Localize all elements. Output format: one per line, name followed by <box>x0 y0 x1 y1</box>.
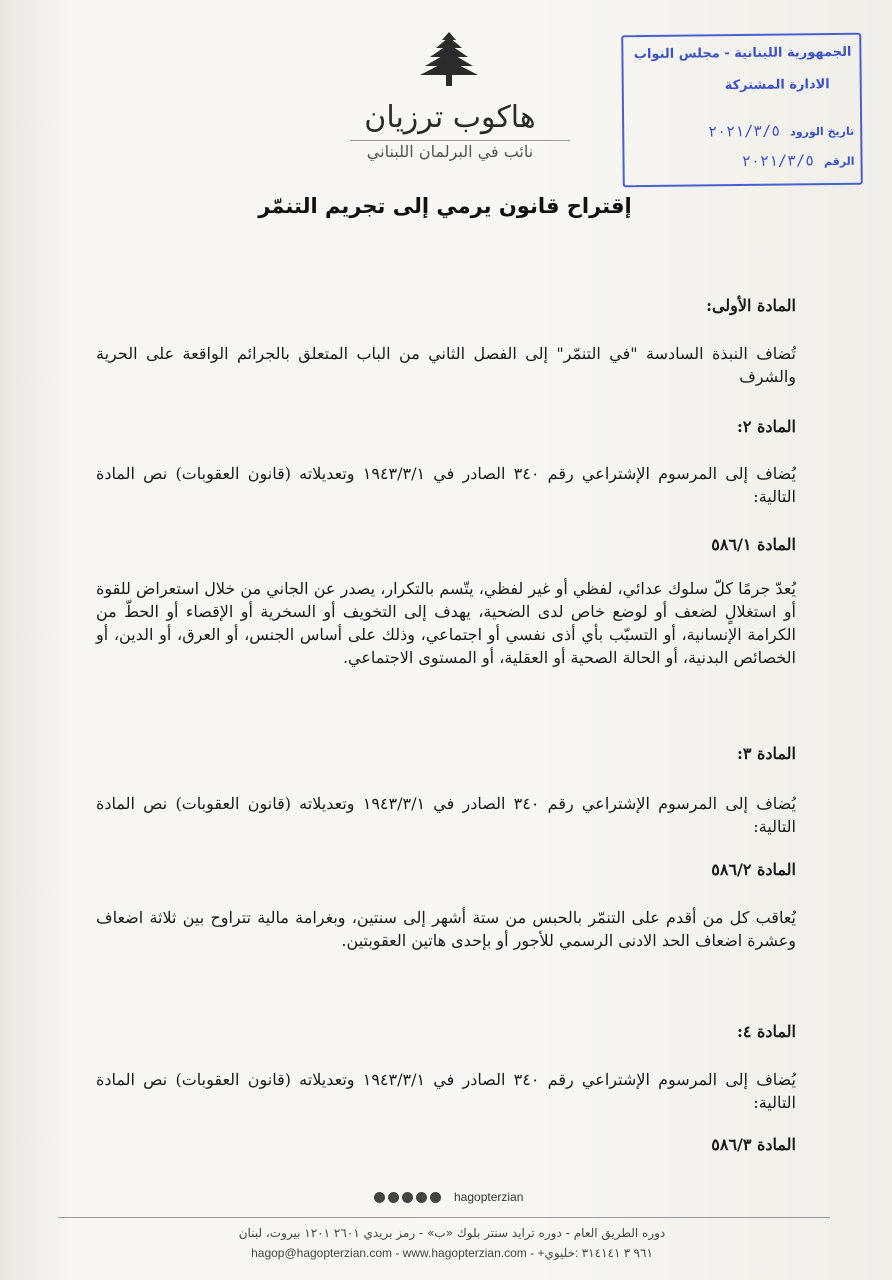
article-4-heading: المادة ٤: <box>736 1022 796 1041</box>
parliament-stamp <box>621 33 863 188</box>
article-2-text: يُضاف إلى المرسوم الإشتراعي رقم ٣٤٠ الصادر في ١٩٤٣/٣/١ وتعديلاته (قانون العقوبات) نص المادة التالية: <box>96 464 796 506</box>
footer-address: دوره الطريق العام - دوره ترايد سنتر بلوك «ب» - رمز بريدي ٢٦٠١ ١٢٠١ بيروت، لبنان <box>238 1226 666 1240</box>
youtube-icon[interactable] <box>416 1192 427 1203</box>
facebook-icon[interactable] <box>388 1192 399 1203</box>
letterhead-divider <box>350 140 570 141</box>
stamp-number-row <box>742 151 855 170</box>
stamp-number-value: ٢٠٢١/٣/٥ <box>741 151 815 171</box>
article-586-2-heading: المادة ٥٨٦/٢ <box>711 860 796 879</box>
article-3-text: يُضاف إلى المرسوم الإشتراعي رقم ٣٤٠ الصادر في ١٩٤٣/٣/١ وتعديلاته (قانون العقوبات) نص المادة التالية: <box>96 794 796 836</box>
article-586-1-heading: المادة ٥٨٦/١ <box>711 535 796 554</box>
stamp-date-row <box>708 121 854 141</box>
article-2-heading: المادة ٢: <box>736 417 796 436</box>
stamp-line-1: الجمهورية اللبنانية - مجلس النواب <box>633 44 852 63</box>
article-3-heading: المادة ٣: <box>736 744 796 763</box>
cedar-tree-icon <box>418 30 480 88</box>
article-586-1-text: يُعدّ جرمًا كلّ سلوك عدائي، لفظي أو غير لفظي، يتّسم بالتكرار، يصدر عن الجاني من خلال استعراض للقوة أو استغلالٍ لضعف أو لوضع خاص لدى الضحية، يهدف إلى التخويف أو السخرية أو الإقصاء أو الحطّ من الكرامة الإنسانية، أو التسبّب بأي أذى نفسي أو اجتماعي، وذلك على أساس الجنس، أو العرق، أو الدين، أو الخصائص البدنية، أو الحالة الصحية أو العقلية، أو المستوى الاجتماعي. <box>96 579 797 667</box>
letterhead-name: هاكوب ترزيان <box>364 100 536 135</box>
article-1-text: تُضاف النبذة السادسة "في التنمّر" إلى الفصل الثاني من الباب المتعلق بالجرائم الواقعة على الحرية والشرف <box>96 344 796 386</box>
article-1-heading: المادة الأولى: <box>706 296 796 315</box>
stamp-line-2: الادارة المشتركة <box>724 77 830 94</box>
stamp-date-value: ٢٠٢١/٣/٥ <box>707 121 781 141</box>
article-586-2-text: يُعاقب كل من أقدم على التنمّر بالحبس من ستة أشهر إلى سنتين، وبغرامة مالية تتراوح بين ثلاثة اضعاف وعشرة اضعاف الحد الادنى الرسمي للأجور أو بإحدى هاتين العقوبتين. <box>96 908 796 950</box>
whatsapp-icon[interactable] <box>430 1192 441 1203</box>
social-links <box>374 1190 523 1204</box>
letterhead-subtitle: نائب في البرلمان اللبناني <box>366 142 534 161</box>
social-handle: hagopterzian <box>454 1190 524 1204</box>
footer-contact: hagop@hagopterzian.com - www.hagopterzian.com - +٩٦١ ٣ ٣١٤١٤١ :خليوي <box>251 1246 653 1260</box>
stamp-date-label: تاريخ الورود <box>790 124 855 139</box>
article-586-3-heading: المادة ٥٨٦/٣ <box>711 1135 796 1154</box>
document-title: إقتراح قانون يرمي إلى تجريم التنمّر <box>258 194 632 218</box>
article-4-text: يُضاف إلى المرسوم الإشتراعي رقم ٣٤٠ الصادر في ١٩٤٣/٣/١ وتعديلاته (قانون العقوبات) نص المادة التالية: <box>96 1070 796 1112</box>
stamp-number-label: الرقم <box>823 154 855 169</box>
twitter-icon[interactable] <box>402 1192 413 1203</box>
instagram-icon[interactable] <box>374 1192 385 1203</box>
footer-divider <box>58 1217 830 1218</box>
